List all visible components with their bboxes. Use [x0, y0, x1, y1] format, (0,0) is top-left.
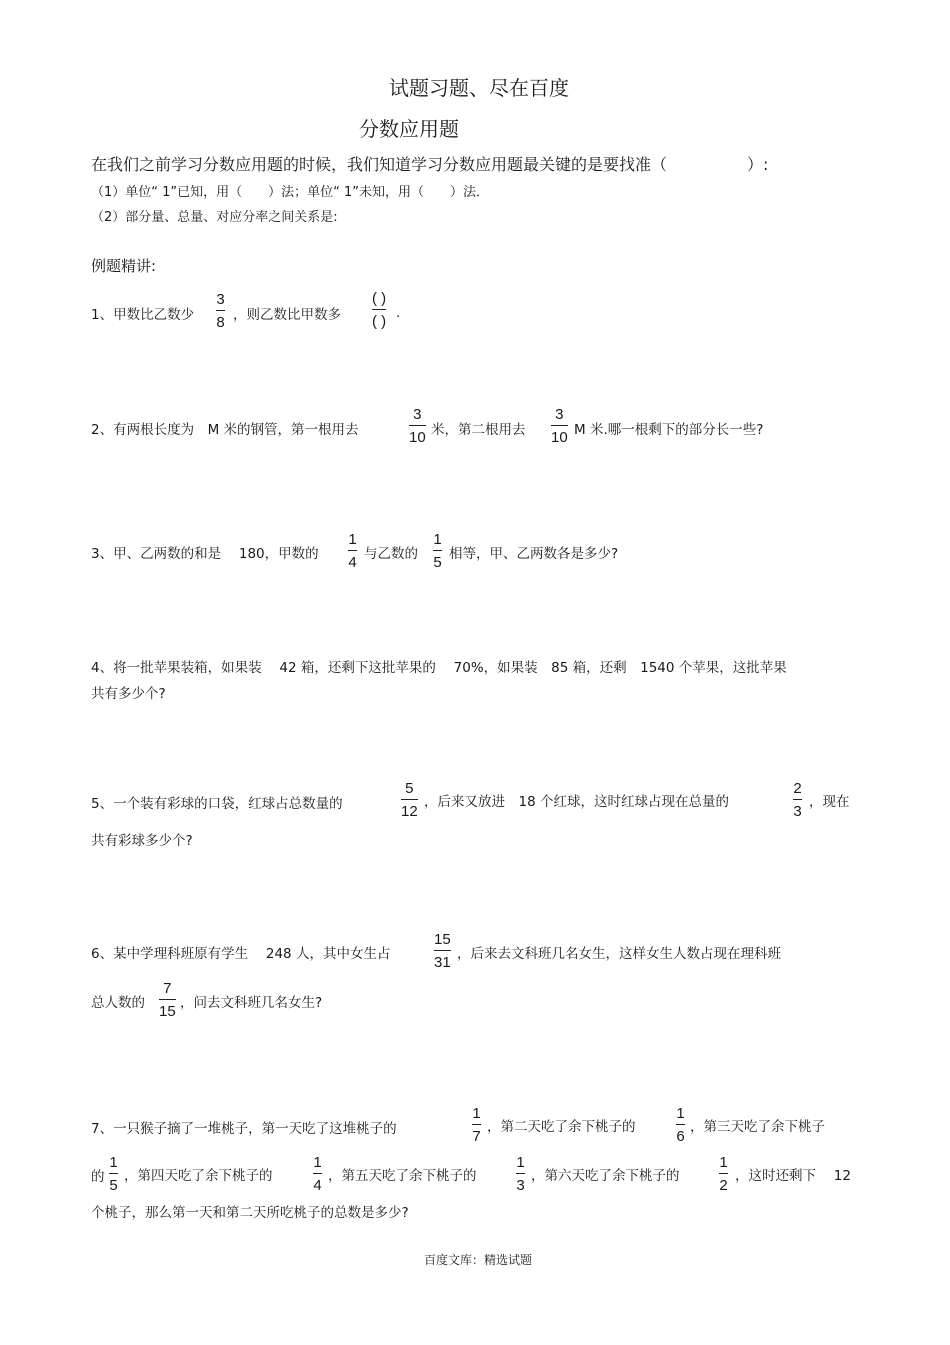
- problem-3-fraction-1: [348, 532, 357, 570]
- fraction-denominator: 6: [676, 1128, 685, 1146]
- fraction-denominator: 7: [472, 1128, 481, 1146]
- fraction-numerator: 5: [405, 780, 414, 797]
- page-title: 试题习题、尽在百度: [389, 76, 569, 100]
- problem-5-line-2: 共有彩球多少个?: [91, 833, 193, 849]
- fraction-denominator: 3: [516, 1177, 525, 1195]
- problem-6-text-a: 6、某中学理科班原有学生 248 人，其中女生占: [91, 946, 391, 962]
- problem-6-text-d: ，问去文科班几名女生?: [180, 995, 323, 1011]
- fraction-numerator: 1: [433, 531, 442, 548]
- problem-1-text-a: 1、甲数比乙数少: [91, 307, 195, 323]
- fraction-numerator: 1: [348, 531, 357, 548]
- problem-3-text-a: 3、甲、乙两数的和是 180，甲数的: [91, 546, 319, 562]
- blank-denominator: ( ): [372, 313, 387, 331]
- fraction-numerator: 3: [555, 406, 564, 423]
- problem-7-fraction-4: [313, 1155, 322, 1193]
- intro-line-1: 在我们之前学习分数应用题的时候，我们知道学习分数应用题最关键的是要找准（ ）:: [91, 155, 769, 174]
- fraction-denominator: 4: [348, 554, 357, 572]
- problem-6-text-c: 总人数的: [91, 995, 145, 1011]
- problem-5-fraction-2: [793, 781, 802, 819]
- problem-4-line-1: 4、将一批苹果装箱，如果装 42 箱，还剩下这批苹果的 70%，如果装 85 箱，还剩 1540 个苹果，这批苹果: [91, 660, 787, 676]
- problem-5-text-c: ，现在: [809, 794, 850, 810]
- fraction-numerator: 15: [434, 931, 451, 948]
- intro-line-3: （2）部分量、总量、对应分率之间关系是:: [91, 210, 338, 225]
- fraction-denominator: 4: [313, 1177, 322, 1195]
- problem-7-fraction-5: [516, 1155, 525, 1193]
- fraction-denominator: 31: [434, 954, 451, 972]
- problem-6-fraction-2: [159, 981, 176, 1019]
- problem-7-text-d: 的: [91, 1169, 105, 1185]
- fraction-numerator: 1: [676, 1105, 685, 1122]
- problem-2-text-a: 2、有两根长度为 M 米的钢管，第一根用去: [91, 422, 359, 438]
- page-footer: 百度文库：精选试题: [423, 1253, 532, 1267]
- problem-7-text-g: ，第五天吃了余下桃子的: [328, 1168, 477, 1184]
- problem-7-text-i: ，这时还剩下 12: [735, 1168, 851, 1184]
- problem-5-text-b: ，后来又放进 18 个红球，这时红球占现在总量的: [424, 794, 729, 810]
- problem-7-text-e: ，第四天吃了余下桃子的: [124, 1168, 273, 1184]
- fraction-numerator: 3: [216, 291, 225, 308]
- problem-7-fraction-6: [719, 1155, 728, 1193]
- fraction-numerator: 1: [472, 1105, 481, 1122]
- problem-2-fraction-2: [551, 407, 568, 445]
- fraction-denominator: 3: [793, 803, 802, 821]
- problem-6-text-b: ，后来去文科班几名女生，这样女生人数占现在理科班: [457, 946, 781, 962]
- problem-3-fraction-2: [433, 532, 442, 570]
- problem-2-text-c: M 米.哪一根剩下的部分长一些?: [574, 422, 764, 438]
- problem-7-fraction-3: [109, 1155, 118, 1193]
- fraction-numerator: 7: [163, 980, 172, 997]
- fraction-denominator: 12: [401, 803, 418, 821]
- problem-7-text-b: ，第二天吃了余下桃子的: [487, 1119, 636, 1135]
- problem-1-fraction: [216, 292, 225, 330]
- problem-7-line-3: 个桃子，那么第一天和第二天所吃桃子的总数是多少?: [91, 1205, 409, 1221]
- problem-1-text-c: .: [396, 305, 401, 321]
- fraction-denominator: 5: [433, 554, 442, 572]
- fraction-denominator: 10: [409, 429, 426, 447]
- problem-3-text-b: 与乙数的: [364, 546, 418, 562]
- problem-1-answer-blank: [372, 291, 386, 329]
- problem-3-text-c: 相等，甲、乙两数各是多少?: [449, 546, 619, 562]
- problem-7-text-a: 7、一只猴子摘了一堆桃子，第一天吃了这堆桃子的: [91, 1121, 397, 1137]
- problem-7-text-h: ，第六天吃了余下桃子的: [531, 1168, 680, 1184]
- problem-7-fraction-1: [472, 1106, 481, 1144]
- blank-numerator: ( ): [372, 290, 387, 307]
- section-title: 例题精讲:: [91, 257, 157, 275]
- problem-2-text-b: 米，第二根用去: [431, 422, 526, 438]
- fraction-denominator: 5: [109, 1177, 118, 1195]
- fraction-denominator: 10: [551, 429, 568, 447]
- intro-line-2: （1）单位“ 1”已知，用（ ）法；单位“ 1”未知，用（ ）法．: [91, 185, 490, 200]
- fraction-numerator: 1: [516, 1154, 525, 1171]
- fraction-denominator: 15: [159, 1003, 176, 1021]
- fraction-denominator: 8: [216, 314, 225, 332]
- fraction-numerator: 1: [109, 1154, 118, 1171]
- fraction-numerator: 1: [313, 1154, 322, 1171]
- fraction-numerator: 2: [793, 780, 802, 797]
- problem-4-line-2: 共有多少个?: [91, 686, 166, 702]
- problem-2-fraction-1: [409, 407, 426, 445]
- problem-7-fraction-2: [676, 1106, 685, 1144]
- problem-7-text-c: ，第三天吃了余下桃子: [690, 1119, 825, 1135]
- fraction-denominator: 2: [719, 1177, 728, 1195]
- problem-6-fraction-1: [434, 932, 451, 970]
- problem-1-text-b: ，则乙数比甲数多: [233, 307, 341, 323]
- fraction-numerator: 1: [719, 1154, 728, 1171]
- problem-5-text-a: 5、一个装有彩球的口袋，红球占总数量的: [91, 796, 343, 812]
- problem-5-fraction-1: [401, 781, 418, 819]
- fraction-numerator: 3: [413, 406, 422, 423]
- page-subtitle: 分数应用题: [359, 117, 459, 141]
